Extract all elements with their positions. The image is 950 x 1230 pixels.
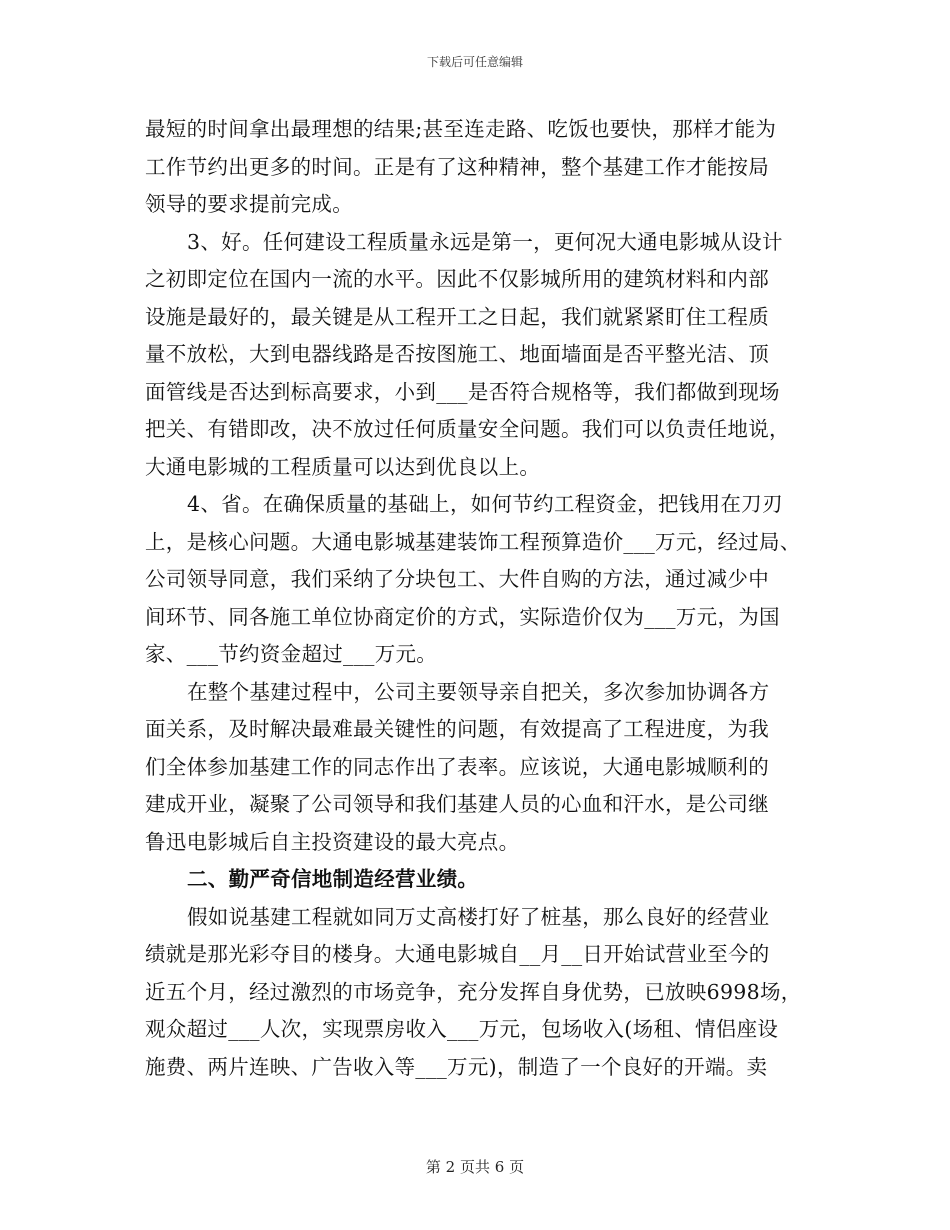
text-line: 间环节、同各施工单位协商定价的方式，实际造价仅为___万元，为国 — [145, 604, 780, 629]
text-line: 公司领导同意，我们采纳了分块包工、大件自购的方法，通过减少中 — [145, 567, 769, 591]
text-line: 鲁迅电影城后自主投资建设的最大亮点。 — [145, 829, 520, 854]
page-footer: 第 2 页共 6 页 — [425, 1158, 525, 1176]
text-line: 施费、两片连映、广告收入等___万元)，制造了一个良好的开端。卖 — [145, 1054, 768, 1079]
text-line: 建成开业，凝聚了公司领导和我们基建人员的心血和汗水，是公司继 — [145, 792, 769, 816]
document-body — [145, 111, 815, 1086]
text-line: 上，是核心问题。大通电影城基建装饰工程预算造价___万元，经过局、 — [145, 529, 801, 554]
text-line: 4、省。在确保质量的基础上，如何节约工程资金，把钱用在刀刃 — [187, 492, 783, 516]
text-line: 观众超过___人次，实现票房收入___万元，包场收入(场租、情侣座设 — [145, 1017, 779, 1041]
text-line: 假如说基建工程就如同万丈高楼打好了桩基，那么良好的经营业 — [187, 904, 770, 929]
text-line: 量不放松，大到电器线路是否按图施工、地面墙面是否平整光洁、顶 — [145, 342, 769, 366]
page-header: 下载后可任意编辑 — [426, 55, 523, 69]
text-line: 在整个基建过程中，公司主要领导亲自把关，多次参加协调各方 — [187, 679, 770, 704]
text-line: 领导的要求提前完成。 — [145, 192, 353, 216]
section-heading: 二、勤严奇信地制造经营业绩。 — [187, 867, 479, 891]
text-line: 设施是最好的，最关键是从工程开工之日起，我们就紧紧盯住工程质 — [145, 304, 769, 329]
text-line: 绩就是那光彩夺目的楼身。大通电影城自__月__日开始试营业至今的 — [145, 942, 770, 966]
text-line: 面管线是否达到标高要求，小到___是否符合规格等，我们都做到现场 — [145, 379, 780, 404]
text-line: 近五个月，经过激烈的市场竞争，充分发挥自身优势，已放映6998场， — [145, 979, 802, 1004]
text-line: 把关、有错即改，决不放过任何质量安全问题。我们可以负责任地说， — [145, 417, 790, 441]
text-line: 最短的时间拿出最理想的结果;甚至连走路、吃饭也要快，那样才能为 — [145, 117, 777, 141]
text-line: 家、___节约资金超过___万元。 — [145, 642, 438, 666]
text-line: 们全体参加基建工作的同志作出了表率。应该说，大通电影城顺利的 — [145, 754, 769, 779]
text-line: 面关系，及时解决最难最关键性的问题，有效提高了工程进度，为我 — [145, 717, 769, 741]
text-line: 大通电影城的工程质量可以达到优良以上。 — [145, 454, 541, 479]
text-line: 之初即定位在国内一流的水平。因此不仅影城所用的建筑材料和内部 — [145, 267, 769, 291]
text-line: 工作节约出更多的时间。正是有了这种精神，整个基建工作才能按局 — [145, 154, 769, 179]
text-line: 3、好。任何建设工程质量永远是第一，更何况大通电影城从设计 — [187, 229, 783, 254]
